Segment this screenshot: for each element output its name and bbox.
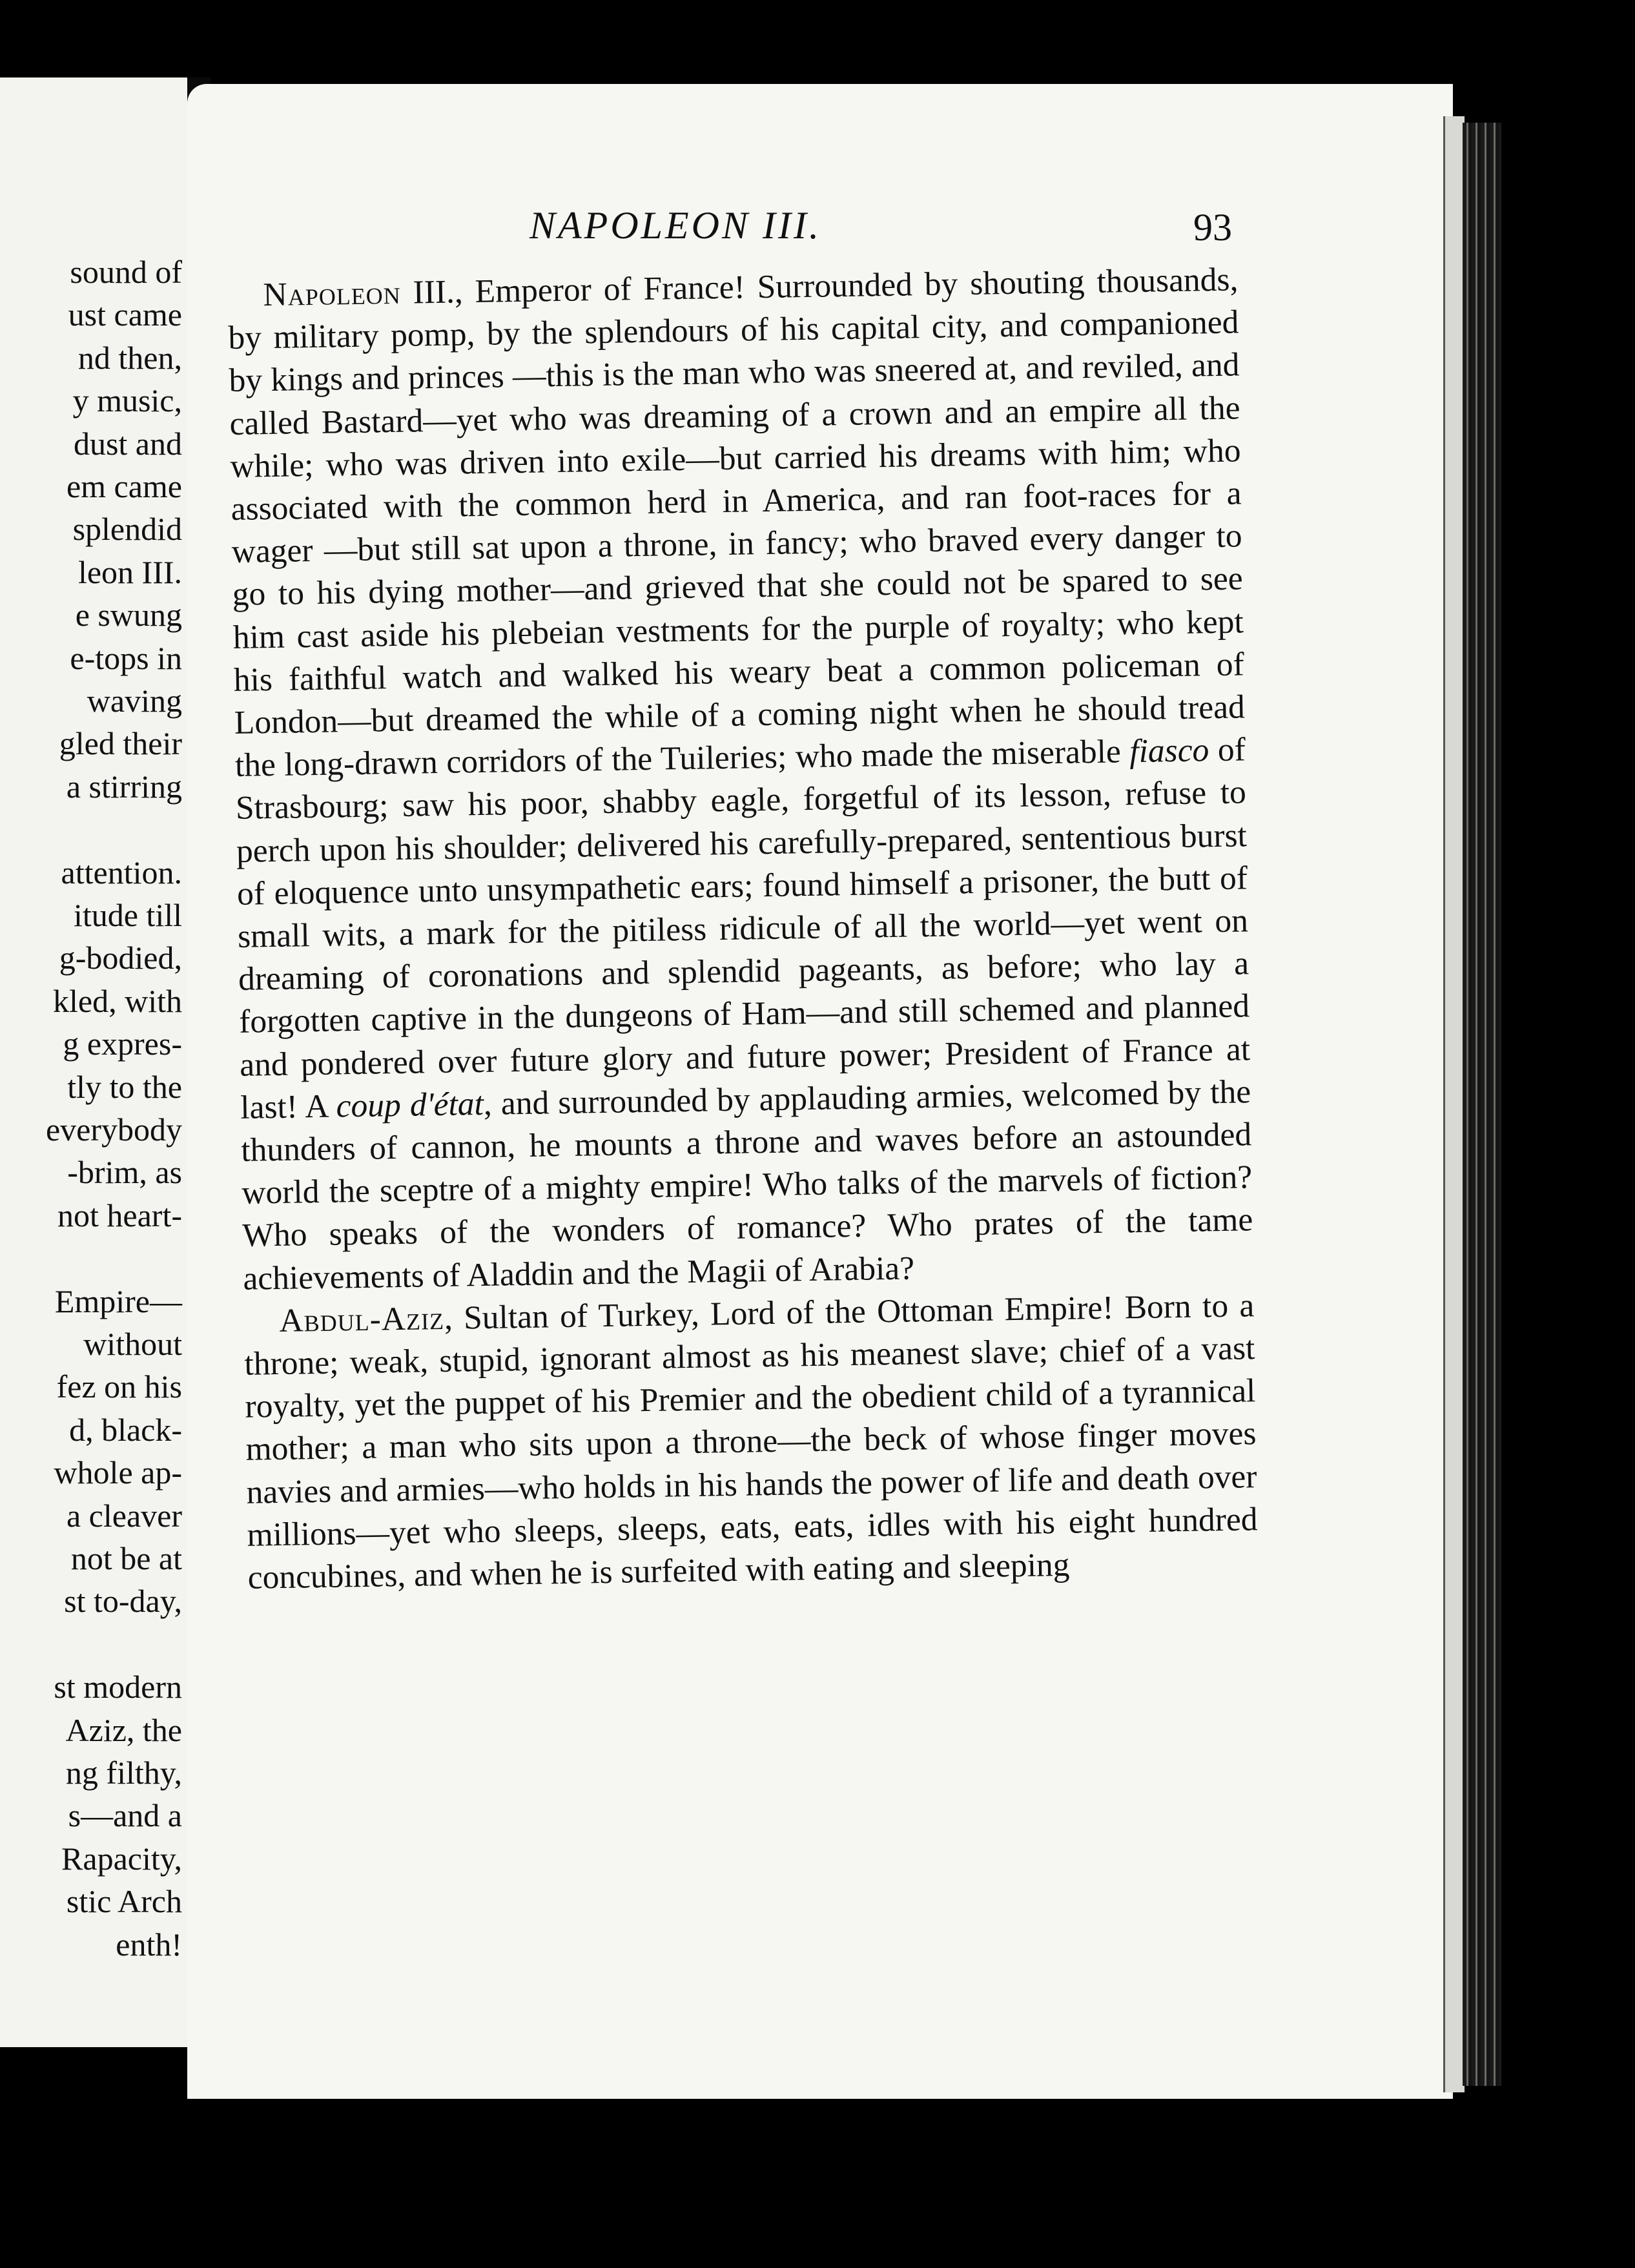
paragraph-abdul-aziz: Abdul-Aziz, Sultan of Turkey, Lord of the Ottoman Empire! Born to a throne; weak, stupid, ignorant almost as his meanest slave; chief of a vast royalty, yet the puppet of his Premier and the obedient child of a tyrannical mother; a man who sits upon a throne—the beck of whose finger moves navies and armies—who holds in his hands the power of life and death over millions—yet who sleeps, sleeps, eats, eats, idles with his eight hundred concubines, and when he is surfeited with eating and sleeping bbox=[244, 1287, 1258, 1596]
facing-page-line: nd then, bbox=[77, 339, 182, 376]
facing-page-line: gled their bbox=[59, 725, 182, 762]
facing-page-line: e-tops in bbox=[70, 639, 182, 676]
page-number: 93 bbox=[1193, 206, 1232, 249]
facing-page-line: s—and a bbox=[68, 1797, 182, 1834]
facing-page-line: fez on his bbox=[56, 1368, 182, 1405]
facing-page-line: kled, with bbox=[53, 982, 182, 1019]
facing-page-line: ng filthy, bbox=[65, 1755, 182, 1791]
facing-page-line: splendid bbox=[72, 511, 182, 548]
facing-page-line: d, black- bbox=[69, 1411, 182, 1448]
facing-page-line: y music, bbox=[72, 382, 182, 419]
facing-page-line: whole ap- bbox=[54, 1454, 182, 1491]
facing-page-line: sound of bbox=[70, 254, 182, 290]
paragraph-napoleon: Napoleon III., Emperor of France! Surrounded by shouting thousands, by military pomp, by the splendours of his capital city, and companioned by kings and princes —this is the man who was sneered at, and reviled, and called Bastard—yet who was dreaming of a crown and an empire all the while; who was driven into exile—but carried his dreams with him; who associated with the common herd in America, and ran foot-races for a wager —but still sat upon a throne, in fancy; who braved every danger to go to his dying mother—and grieved that she could not be spared to see him cast aside his plebeian vestments for the purple of royalty; who kept his faithful watch and walked his weary beat a common policeman of London—but dreamed the while of a coming night when he should tread the long-drawn corridors of the Tuileries; who made the miserable fiasco of Strasbourg; saw his poor, shabby eagle, forgetful of its lesson, refuse to perch upon his shoulder; delivered his carefully-prepared, sententious burst of eloquence unto unsympathetic ears; found himself a prisoner, the butt of small wits, a mark for the pitiless ridicule of all the world—yet went on dreaming of coronations and splendid pageants, as before; who lay a forgotten captive in the dungeons of Ham—and still schemed and planned and pondered over future glory and future power; President of France at last! A coup d'état, and surrounded by applauding armies, welcomed by the thunders of cannon, he mounts a throne and waves before an astounded world the sceptre of a mighty empire! Who talks of the marvels of fiction? Who speaks of the wonders of romance? Who prates of the tame achievements of Aladdin and the Magii of Arabia? bbox=[228, 261, 1253, 1297]
facing-page-fragment bbox=[0, 77, 187, 2047]
facing-page-line: dust and bbox=[73, 425, 182, 462]
facing-page-line: without bbox=[83, 1326, 182, 1362]
facing-page-line: -brim, as bbox=[67, 1154, 182, 1191]
facing-page-line: attention. bbox=[61, 854, 182, 891]
facing-page-line: g expres- bbox=[63, 1026, 182, 1062]
facing-page-line: stic Arch bbox=[66, 1883, 182, 1920]
facing-page-line: Rapacity, bbox=[61, 1840, 182, 1877]
facing-page-line: itude till bbox=[73, 897, 182, 933]
facing-page-line: waving bbox=[87, 683, 182, 719]
italic-term: coup d'état bbox=[336, 1085, 484, 1125]
body-text bbox=[227, 258, 1259, 1600]
facing-page-line: Aziz, the bbox=[65, 1711, 182, 1748]
facing-page-line: a cleaver bbox=[66, 1497, 182, 1534]
facing-page-line: e swung bbox=[75, 597, 182, 634]
facing-page-line: Empire— bbox=[54, 1283, 182, 1319]
facing-page-line: enth! bbox=[116, 1926, 182, 1963]
lead-name: Napoleon bbox=[263, 274, 402, 314]
facing-page-line: a stirring bbox=[66, 768, 182, 805]
facing-page-line: em came bbox=[66, 468, 182, 504]
facing-page-line: g-bodied, bbox=[59, 940, 182, 976]
book-fore-edge bbox=[1463, 123, 1501, 2086]
facing-page-line: everybody bbox=[45, 1111, 182, 1148]
facing-page-line: st to-day, bbox=[64, 1583, 182, 1620]
facing-page-line: tly to the bbox=[67, 1068, 182, 1105]
running-head: NAPOLEON III. bbox=[530, 204, 821, 247]
facing-page-line: not heart- bbox=[57, 1197, 182, 1233]
italic-term: fiasco bbox=[1129, 732, 1209, 770]
facing-page-line: st modern bbox=[54, 1669, 182, 1706]
facing-page-line: not be at bbox=[70, 1540, 182, 1576]
facing-page-line: ust came bbox=[68, 296, 182, 333]
lead-name: Abdul-Aziz bbox=[279, 1299, 445, 1339]
page-edge bbox=[1443, 116, 1465, 2092]
facing-page-line: leon III. bbox=[77, 553, 182, 590]
